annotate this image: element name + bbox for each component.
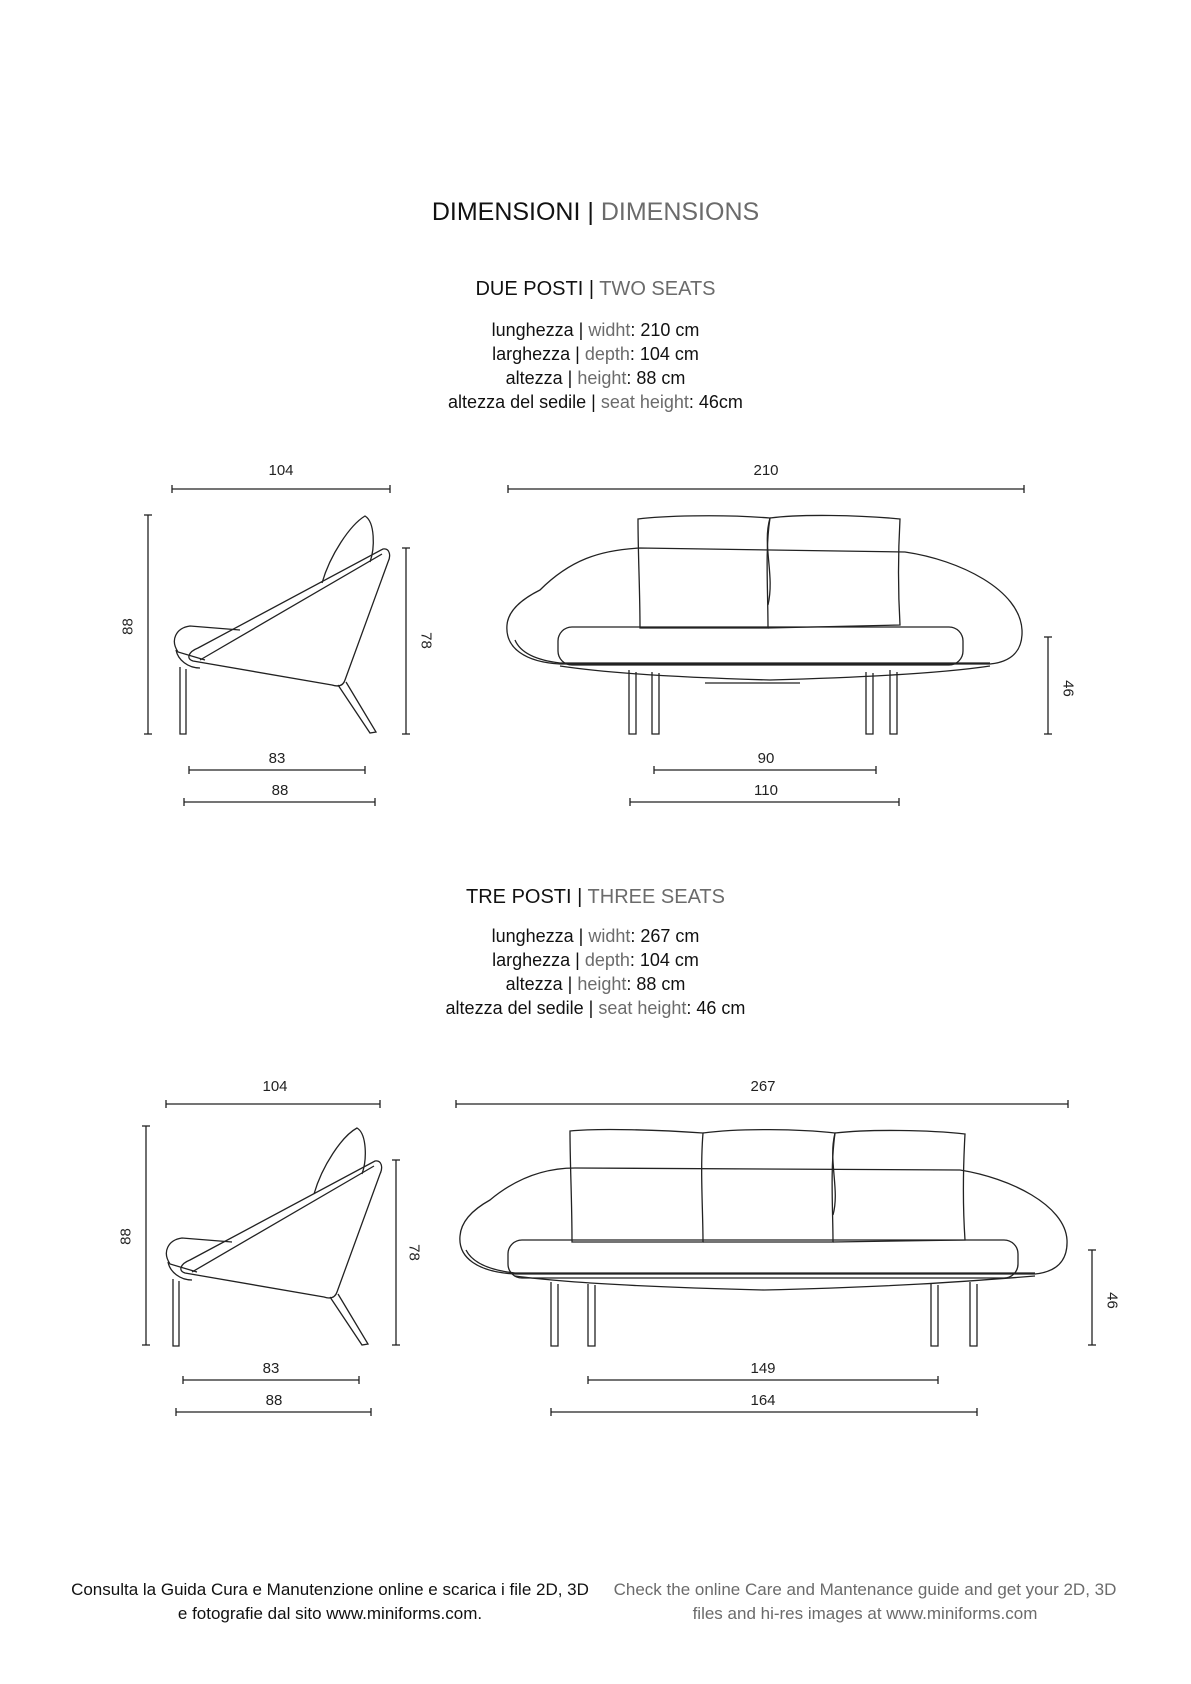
dim-front-seat: 46 [1059, 680, 1077, 697]
spec-row: larghezza | depth: 104 cm [492, 950, 699, 970]
footer-en: Check the online Care and Mantenance guide and get your 2D, 3D files and hi-res images at www.miniforms.com [613, 1580, 1117, 1623]
spec-row: altezza | height: 88 cm [505, 974, 686, 994]
footer-it: Consulta la Guida Cura e Manutenzione online e scarica i file 2D, 3D e fotografie dal sito www.miniforms.com. [71, 1580, 589, 1623]
dim-side-height: 88 [119, 618, 137, 635]
spec-row: lunghezza | widht: 267 cm [491, 926, 700, 946]
section-title-it: TRE POSTI [466, 886, 572, 908]
section-title-en: THREE SEATS [587, 886, 725, 908]
dim-side-base: 88 [265, 1392, 283, 1409]
title-sep: | [580, 198, 601, 226]
spec-row: altezza | height: 88 cm [505, 368, 686, 388]
dim-side-back: 78 [405, 1244, 423, 1261]
title-en: DIMENSIONS [600, 198, 760, 226]
dim-side-height: 88 [117, 1228, 135, 1245]
dim-side-depth: 104 [262, 1078, 288, 1095]
section-title-en: TWO SEATS [599, 278, 716, 300]
dim-side-inner: 83 [262, 1360, 280, 1377]
dim-side-inner: 83 [268, 750, 286, 767]
section-title-it: DUE POSTI [475, 278, 584, 300]
dim-front-base: 164 [750, 1392, 776, 1409]
title-it: DIMENSIONI [431, 198, 581, 226]
dim-front-inner: 90 [757, 750, 775, 767]
section-title-three-seats: TRE POSTI | THREE SEATS [466, 886, 725, 908]
dim-front-seat: 46 [1103, 1292, 1121, 1309]
dim-front-width: 267 [750, 1078, 776, 1095]
dim-side-back: 78 [417, 632, 435, 649]
spec-row: altezza del sedile | seat height: 46cm [448, 392, 743, 412]
dim-front-width: 210 [753, 462, 779, 479]
spec-row: altezza del sedile | seat height: 46 cm [445, 998, 746, 1018]
section-title-two-seats: DUE POSTI | TWO SEATS [475, 278, 716, 300]
dim-side-depth: 104 [268, 462, 294, 479]
dim-front-inner: 149 [750, 1360, 776, 1377]
dim-side-base: 88 [271, 782, 289, 799]
spec-row: larghezza | depth: 104 cm [492, 344, 699, 364]
dim-front-base: 110 [754, 782, 778, 799]
spec-row: lunghezza | widht: 210 cm [491, 320, 700, 340]
